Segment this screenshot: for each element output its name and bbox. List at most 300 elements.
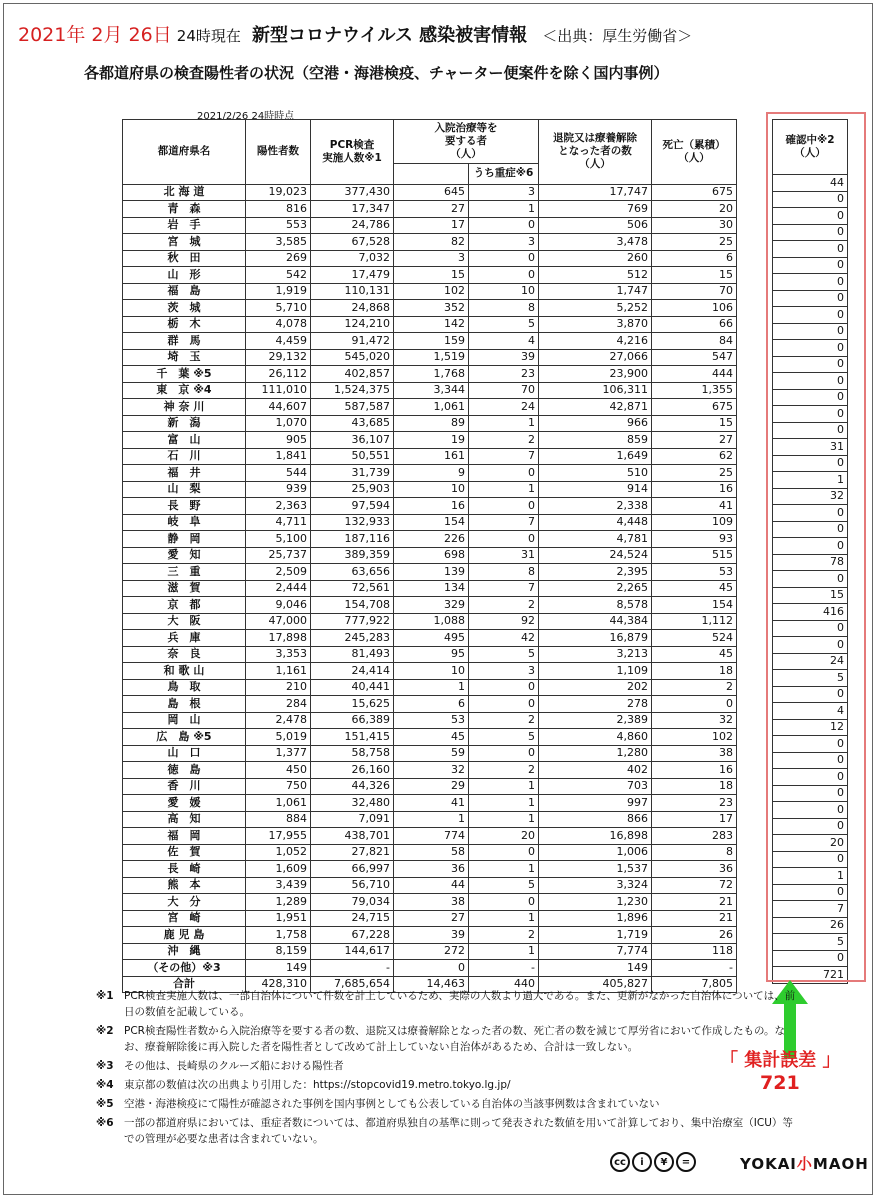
prefecture-name: 熊 本 [123, 877, 246, 894]
table-cell: 50,551 [311, 448, 394, 465]
table-cell: 1,896 [539, 910, 652, 927]
table-cell: 495 [394, 630, 469, 647]
prefecture-name: 茨 城 [123, 300, 246, 317]
table-cell: 159 [394, 333, 469, 350]
footnote-text: 空港・海港検疫にて陽性が確認された事例を国内事例としても公表している自治体の当該事例数は含まれていない [124, 1098, 660, 1110]
table-cell: 8,159 [246, 943, 311, 960]
creative-commons-icons [610, 1152, 696, 1172]
confirming-cell: 0 [773, 620, 848, 637]
footnote-key: ※4 [96, 1079, 114, 1091]
prefecture-name: （その他）※3 [123, 960, 246, 977]
prefecture-name: 静 岡 [123, 531, 246, 548]
col-header-hosp: 入院治療等を 要する者 （人） [394, 120, 539, 164]
table-cell: 24,786 [311, 217, 394, 234]
prefecture-name: 滋 賀 [123, 580, 246, 597]
footnote-text: その他は、長崎県のクルーズ船における陽性者 [124, 1060, 344, 1072]
table-cell: 377,430 [311, 184, 394, 201]
table-cell: 16 [394, 498, 469, 515]
table-row [123, 465, 737, 482]
prefecture-name: 宮 城 [123, 234, 246, 251]
table-cell: 2 [469, 762, 539, 779]
page-header [18, 20, 868, 52]
table-cell: 210 [246, 679, 311, 696]
table-cell: 1,061 [246, 795, 311, 812]
table-cell: 544 [246, 465, 311, 482]
table-cell: 4,711 [246, 514, 311, 531]
table-cell: 4,448 [539, 514, 652, 531]
table-cell: 151,415 [311, 729, 394, 746]
table-cell: 14,463 [394, 976, 469, 993]
table-cell: 144,617 [311, 943, 394, 960]
table-cell: 72 [652, 877, 737, 894]
page-subtitle: 各都道府県の検査陽性者の状況（空港・海港検疫、チャーター便案件を除く国内事例） [84, 64, 669, 82]
prefecture-name: 山 口 [123, 745, 246, 762]
table-row [123, 894, 737, 911]
prefecture-name: 愛 媛 [123, 795, 246, 812]
table-cell: 154 [394, 514, 469, 531]
table-cell: 645 [394, 184, 469, 201]
table-row [123, 283, 737, 300]
prefecture-name: 長 野 [123, 498, 246, 515]
table-row [123, 960, 737, 977]
prefecture-name: 神 奈 川 [123, 399, 246, 416]
table-cell: 0 [652, 696, 737, 713]
table-cell: 5,710 [246, 300, 311, 317]
confirming-cell: 0 [773, 802, 848, 819]
table-cell: 966 [539, 415, 652, 432]
table-cell: 17 [394, 217, 469, 234]
table-cell: 774 [394, 828, 469, 845]
table-cell: 440 [469, 976, 539, 993]
table-cell: 93 [652, 531, 737, 548]
table-row [123, 844, 737, 861]
table-cell: 402,857 [311, 366, 394, 383]
table-cell: 36 [394, 861, 469, 878]
table-cell: 27 [394, 201, 469, 218]
table-cell: 79,034 [311, 894, 394, 911]
table-cell: 914 [539, 481, 652, 498]
table-cell: 8 [469, 300, 539, 317]
footnote [96, 1058, 796, 1074]
table-row [123, 300, 737, 317]
table-cell: 30 [652, 217, 737, 234]
table-cell: 698 [394, 547, 469, 564]
table-cell: 17 [652, 811, 737, 828]
table-cell: - [469, 960, 539, 977]
table-cell: 38 [652, 745, 737, 762]
confirming-cell: 24 [773, 653, 848, 670]
table-cell: 2 [652, 679, 737, 696]
confirming-cell: 0 [773, 637, 848, 654]
table-cell: 7 [469, 580, 539, 597]
footnote-key: ※1 [96, 990, 114, 1002]
footnote-text: PCR検査実施人数は、一部自治体について件数を計上しているため、実際の人数より過大である。また、更新がなかった自治体については、前日の数値を記載している。 [124, 990, 796, 1018]
table-cell: 27 [394, 910, 469, 927]
as-of-label: 2021/2/26 24時時点 [197, 111, 295, 122]
table-cell: 59 [394, 745, 469, 762]
table-cell: 44,384 [539, 613, 652, 630]
error-label: 「 集計誤差 」 [720, 1050, 841, 1071]
table-row [123, 564, 737, 581]
table-cell: 154 [652, 597, 737, 614]
table-cell: 47,000 [246, 613, 311, 630]
confirming-cell: 0 [773, 208, 848, 225]
footnote-key: ※2 [96, 1025, 114, 1037]
table-cell: 84 [652, 333, 737, 350]
table-cell: 777,922 [311, 613, 394, 630]
table-cell: 5 [469, 729, 539, 746]
confirming-cell: 0 [773, 373, 848, 390]
confirming-cell: 0 [773, 307, 848, 324]
table-cell: 428,310 [246, 976, 311, 993]
table-cell: 16 [652, 762, 737, 779]
table-cell: 187,116 [311, 531, 394, 548]
table-cell: 21 [652, 910, 737, 927]
table-row [123, 547, 737, 564]
table-row [123, 613, 737, 630]
table-cell: 66,389 [311, 712, 394, 729]
table-cell: 25 [652, 234, 737, 251]
table-cell: 675 [652, 399, 737, 416]
table-cell: 82 [394, 234, 469, 251]
table-cell: 4,860 [539, 729, 652, 746]
table-cell: 29,132 [246, 349, 311, 366]
report-date: 2021年 2月 26日 [18, 24, 172, 46]
table-cell: 1,719 [539, 927, 652, 944]
table-cell: 1,355 [652, 382, 737, 399]
prefecture-name: 佐 賀 [123, 844, 246, 861]
prefecture-name: 徳 島 [123, 762, 246, 779]
table-cell: 1 [394, 679, 469, 696]
table-cell: 24,414 [311, 663, 394, 680]
footnote [96, 988, 796, 1020]
table-cell: 7,032 [311, 250, 394, 267]
prefecture-name: 福 井 [123, 465, 246, 482]
table-cell: 1,006 [539, 844, 652, 861]
table-row [123, 201, 737, 218]
table-cell: 95 [394, 646, 469, 663]
table-cell: 91,472 [311, 333, 394, 350]
table-row [123, 762, 737, 779]
table-cell: 284 [246, 696, 311, 713]
table-cell: 3 [469, 663, 539, 680]
table-cell: 15,625 [311, 696, 394, 713]
prefecture-name: 富 山 [123, 432, 246, 449]
prefecture-name: 青 森 [123, 201, 246, 218]
table-row [123, 432, 737, 449]
table-cell: 29 [394, 778, 469, 795]
table-cell: 202 [539, 679, 652, 696]
table-cell: 1,061 [394, 399, 469, 416]
table-cell: 72,561 [311, 580, 394, 597]
prefecture-name: 京 都 [123, 597, 246, 614]
table-cell: 9 [394, 465, 469, 482]
prefecture-name: 岐 阜 [123, 514, 246, 531]
confirming-cell: 20 [773, 835, 848, 852]
table-cell: 149 [539, 960, 652, 977]
table-row [123, 663, 737, 680]
table-cell: 2,363 [246, 498, 311, 515]
table-cell: 26,112 [246, 366, 311, 383]
table-cell: 675 [652, 184, 737, 201]
table-cell: 36 [652, 861, 737, 878]
table-cell: 3,439 [246, 877, 311, 894]
prefecture-name: 秋 田 [123, 250, 246, 267]
table-cell: 31,739 [311, 465, 394, 482]
table-cell: 5 [469, 877, 539, 894]
table-cell: 36,107 [311, 432, 394, 449]
table-row [123, 811, 737, 828]
prefecture-name: 宮 崎 [123, 910, 246, 927]
prefecture-name: 高 知 [123, 811, 246, 828]
confirming-cell: 31 [773, 439, 848, 456]
confirming-cell: 5 [773, 934, 848, 951]
table-cell: 39 [394, 927, 469, 944]
table-cell: 5,100 [246, 531, 311, 548]
table-row [123, 712, 737, 729]
footnote [96, 1077, 796, 1093]
table-cell: 438,701 [311, 828, 394, 845]
table-cell: 32,480 [311, 795, 394, 812]
table-row [123, 250, 737, 267]
table-cell: 23 [652, 795, 737, 812]
table-cell: 0 [469, 696, 539, 713]
cc-icon: cc [610, 1152, 630, 1172]
table-cell: 2 [469, 927, 539, 944]
table-cell: 269 [246, 250, 311, 267]
footnote-key: ※6 [96, 1117, 114, 1129]
table-cell: 1,109 [539, 663, 652, 680]
table-cell: 41 [394, 795, 469, 812]
table-cell: 17,955 [246, 828, 311, 845]
prefecture-table [122, 119, 737, 993]
table-cell: 70 [652, 283, 737, 300]
footnote-text: PCR検査陽性者数から入院治療等を要する者の数、退院又は療養解除となった者の数、死亡者の数を減じて厚労省において作成したもの。なお、療養解除後に再入院した者を陽性者として改めて計上していない自治体があるため、合計は一致しない。 [124, 1025, 786, 1053]
table-cell: 3,324 [539, 877, 652, 894]
prefecture-name: 大 阪 [123, 613, 246, 630]
table-cell: 118 [652, 943, 737, 960]
table-row [123, 366, 737, 383]
prefecture-name: 山 梨 [123, 481, 246, 498]
confirming-cell: 416 [773, 604, 848, 621]
table-cell: 4,078 [246, 316, 311, 333]
confirming-cell: 0 [773, 818, 848, 835]
prefecture-name: 広 島 ※5 [123, 729, 246, 746]
table-cell: 7,091 [311, 811, 394, 828]
confirming-cell: 0 [773, 290, 848, 307]
table-cell: 18 [652, 778, 737, 795]
table-row [123, 448, 737, 465]
confirming-cell: 32 [773, 488, 848, 505]
table-cell: 3,353 [246, 646, 311, 663]
table-cell: 53 [394, 712, 469, 729]
table-cell: 124,210 [311, 316, 394, 333]
col-header-pref: 都道府県名 [123, 120, 246, 185]
error-value: 721 [760, 1072, 800, 1094]
table-cell: 20 [469, 828, 539, 845]
table-cell: 42,871 [539, 399, 652, 416]
source-label: ＜出典：厚生労働省＞ [542, 27, 693, 45]
table-cell: 42 [469, 630, 539, 647]
table-cell: 329 [394, 597, 469, 614]
table-cell: 515 [652, 547, 737, 564]
confirming-cell: 1 [773, 868, 848, 885]
table-cell: 2 [469, 597, 539, 614]
table-cell: 154,708 [311, 597, 394, 614]
prefecture-name: 群 馬 [123, 333, 246, 350]
confirming-cell: 0 [773, 950, 848, 967]
table-row [123, 828, 737, 845]
table-row [123, 630, 737, 647]
table-row [123, 861, 737, 878]
table-cell: 2,338 [539, 498, 652, 515]
table-cell: 1 [469, 861, 539, 878]
prefecture-name: 岩 手 [123, 217, 246, 234]
table-cell: 1,524,375 [311, 382, 394, 399]
prefecture-name: 東 京 ※4 [123, 382, 246, 399]
table-row [123, 729, 737, 746]
table-cell: 4,216 [539, 333, 652, 350]
table-row [123, 316, 737, 333]
table-cell: 16,898 [539, 828, 652, 845]
table-cell: 1 [469, 415, 539, 432]
table-row [123, 349, 737, 366]
footnote-text: 東京都の数値は次の出典より引用した：https://stopcovid19.metro.tokyo.lg.jp/ [124, 1079, 511, 1091]
table-cell: 524 [652, 630, 737, 647]
table-cell: 0 [469, 745, 539, 762]
table-cell: 389,359 [311, 547, 394, 564]
table-cell: - [311, 960, 394, 977]
prefecture-name: 岡 山 [123, 712, 246, 729]
confirming-cell: 12 [773, 719, 848, 736]
confirming-cell: 0 [773, 340, 848, 357]
table-row [123, 795, 737, 812]
table-cell: 1,747 [539, 283, 652, 300]
table-cell: 2,265 [539, 580, 652, 597]
table-cell: 0 [469, 250, 539, 267]
table-cell: 866 [539, 811, 652, 828]
table-row [123, 399, 737, 416]
table-cell: 884 [246, 811, 311, 828]
table-cell: 38 [394, 894, 469, 911]
confirming-cell: 0 [773, 241, 848, 258]
confirming-cell: 0 [773, 521, 848, 538]
prefecture-name: 大 分 [123, 894, 246, 911]
table-cell: 506 [539, 217, 652, 234]
table-cell: 444 [652, 366, 737, 383]
confirming-cell: 1 [773, 472, 848, 489]
table-row [123, 580, 737, 597]
table-cell: 769 [539, 201, 652, 218]
table-cell: 1,758 [246, 927, 311, 944]
table-cell: 1 [469, 811, 539, 828]
table-row [123, 267, 737, 284]
footnotes [96, 988, 796, 1150]
table-cell: 139 [394, 564, 469, 581]
table-cell: 587,587 [311, 399, 394, 416]
table-cell: 1,161 [246, 663, 311, 680]
table-row [123, 234, 737, 251]
table-cell: 272 [394, 943, 469, 960]
table-row [123, 597, 737, 614]
table-cell: 19,023 [246, 184, 311, 201]
table-cell: 512 [539, 267, 652, 284]
prefecture-name: 新 潟 [123, 415, 246, 432]
table-cell: 45 [652, 646, 737, 663]
prefecture-name: 北 海 道 [123, 184, 246, 201]
table-cell: 4,781 [539, 531, 652, 548]
table-cell: 5,252 [539, 300, 652, 317]
table-cell: 149 [246, 960, 311, 977]
table-cell: 39 [469, 349, 539, 366]
confirming-cell: 0 [773, 422, 848, 439]
table-cell: 53 [652, 564, 737, 581]
table-cell: 17,347 [311, 201, 394, 218]
table-cell: 1,768 [394, 366, 469, 383]
table-cell: 0 [469, 217, 539, 234]
table-cell: 450 [246, 762, 311, 779]
table-cell: 260 [539, 250, 652, 267]
prefecture-name: 長 崎 [123, 861, 246, 878]
confirming-cell: 0 [773, 884, 848, 901]
table-cell: 24 [469, 399, 539, 416]
table-cell: 3 [469, 234, 539, 251]
col-header-deaths: 死亡（累積） （人） [652, 120, 737, 185]
table-cell: 545,020 [311, 349, 394, 366]
table-cell: 939 [246, 481, 311, 498]
table-cell: - [652, 960, 737, 977]
prefecture-name: 鳥 取 [123, 679, 246, 696]
noderivatives-icon: = [676, 1152, 696, 1172]
table-cell: 110,131 [311, 283, 394, 300]
table-cell: 41 [652, 498, 737, 515]
table-cell: 1,112 [652, 613, 737, 630]
table-cell: 278 [539, 696, 652, 713]
table-cell: 0 [469, 844, 539, 861]
table-row [123, 184, 737, 201]
table-cell: 816 [246, 201, 311, 218]
table-row [123, 415, 737, 432]
prefecture-name: 合計 [123, 976, 246, 993]
table-cell: 1 [469, 778, 539, 795]
table-cell: 66 [652, 316, 737, 333]
table-cell: 92 [469, 613, 539, 630]
table-row [123, 531, 737, 548]
table-cell: 9,046 [246, 597, 311, 614]
table-cell: 1 [469, 795, 539, 812]
table-cell: 109 [652, 514, 737, 531]
table-cell: 5 [469, 646, 539, 663]
footnote [96, 1023, 796, 1055]
prefecture-name: 沖 縄 [123, 943, 246, 960]
table-cell: 32 [394, 762, 469, 779]
table-cell: 17,479 [311, 267, 394, 284]
table-cell: 67,228 [311, 927, 394, 944]
table-cell: 4 [469, 333, 539, 350]
table-cell: 102 [652, 729, 737, 746]
footnote-text: 一部の都道府県においては、重症者数については、都道府県独自の基準に則って発表された数値を用いて計算しており、集中治療室（ICU）等での管理が必要な患者は含まれていない。 [124, 1117, 793, 1145]
table-cell: 89 [394, 415, 469, 432]
confirming-cell: 0 [773, 389, 848, 406]
table-cell: 1,280 [539, 745, 652, 762]
table-cell: 553 [246, 217, 311, 234]
table-cell: 0 [469, 465, 539, 482]
table-cell: 24,715 [311, 910, 394, 927]
table-cell: 7 [469, 448, 539, 465]
table-cell: 25,903 [311, 481, 394, 498]
table-cell: 1,537 [539, 861, 652, 878]
table-row [123, 927, 737, 944]
